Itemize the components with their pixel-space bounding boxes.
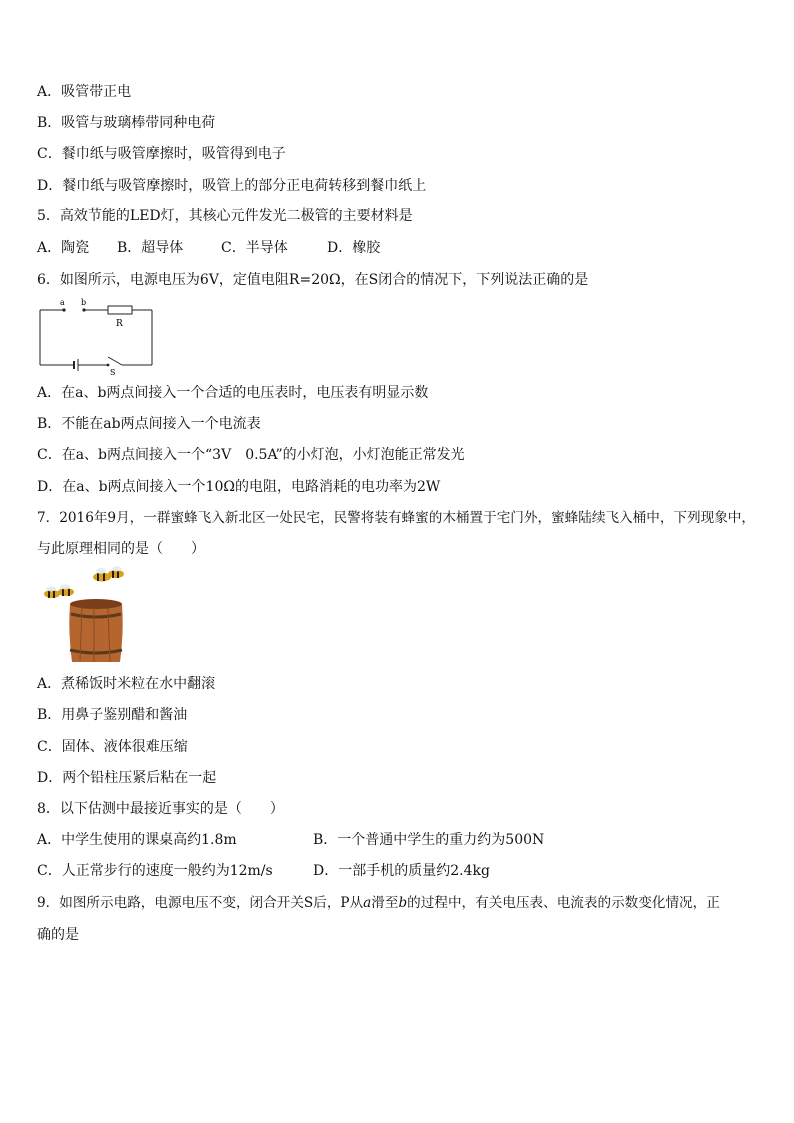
q8-options-row2 <box>37 862 490 880</box>
q5-option-b: B．超导体 <box>117 240 184 256</box>
switch-symbol <box>108 357 122 365</box>
label-r: R <box>116 319 123 329</box>
q5-options <box>37 239 380 257</box>
q8-option-d: D．一部手机的质量约2.4kg <box>313 863 490 879</box>
q4-option-c: C．餐巾纸与吸管摩擦时，吸管得到电子 <box>37 146 286 162</box>
q6-stem: 6．如图所示，电源电压为6V，定值电阻R=20Ω，在S闭合的情况下，下列说法正确的是 <box>37 272 589 288</box>
label-a: a <box>60 298 65 307</box>
q8-option-b: B．一个普通中学生的重力约为500N <box>313 832 545 848</box>
q7-option-b: B．用鼻子鉴别醋和酱油 <box>37 707 188 723</box>
q9-stem-line2: 确的是 <box>37 927 79 943</box>
q9-var-a: a <box>363 895 372 911</box>
q6-option-d: D．在a、b两点间接入一个10Ω的电阻，电路消耗的电功率为2W <box>37 479 441 495</box>
q7-stem-line1: 7．2016年9月，一群蜜蜂飞入新北区一处民宅，民警将装有蜂蜜的木桶置于宅门外，蜜蜂陆续飞入桶中，下列现象中， <box>37 510 755 526</box>
q5-option-c: C．半导体 <box>221 240 288 256</box>
q7-option-c: C．固体、液体很难压缩 <box>37 739 188 755</box>
resistor-symbol <box>108 306 132 314</box>
bee-icon <box>44 587 60 599</box>
q9-stem-line1 <box>37 894 720 912</box>
q5-stem: 5．高效节能的LED灯，其核心元件发光二极管的主要材料是 <box>37 208 413 224</box>
q7-option-d: D．两个铅柱压紧后粘在一起 <box>37 770 217 786</box>
q7-stem-line2: 与此原理相同的是（ ） <box>37 541 205 557</box>
q8-option-a: A．中学生使用的课桌高约1.8m <box>37 832 237 848</box>
q6-option-c: C．在a、b两点间接入一个“3V 0.5A”的小灯泡，小灯泡能正常发光 <box>37 447 465 463</box>
q4-option-a: A．吸管带正电 <box>37 84 132 100</box>
q8-option-c: C．人正常步行的速度一般约为12m/s <box>37 863 273 879</box>
q4-option-d: D．餐巾纸与吸管摩擦时，吸管上的部分正电荷转移到餐巾纸上 <box>37 178 427 194</box>
bee-icon <box>108 567 124 579</box>
bee-icon <box>58 585 74 597</box>
barrel-icon <box>69 599 122 662</box>
q8-options-row1 <box>37 831 544 849</box>
q9-stem-part1: 9．如图所示电路，电源电压不变，闭合开关S后，P从 <box>37 895 364 911</box>
q9-stem-part2: 滑至 <box>371 895 399 911</box>
label-s: S <box>110 368 116 376</box>
q6-circuit-diagram <box>38 298 158 376</box>
q6-option-b: B．不能在ab两点间接入一个电流表 <box>37 416 261 432</box>
q6-option-a: A．在a、b两点间接入一个合适的电压表时，电压表有明显示数 <box>37 385 429 401</box>
terminal-b-dot <box>82 308 85 311</box>
label-b: b <box>81 298 87 307</box>
q7-option-a: A．煮稀饭时米粒在水中翻滚 <box>37 676 216 692</box>
q5-option-d: D．橡胶 <box>327 240 381 256</box>
q9-var-b: b <box>398 895 408 911</box>
q9-stem-part3: 的过程中，有关电压表、电流表的示数变化情况，正 <box>407 895 720 911</box>
bees-barrel-image <box>38 566 130 664</box>
q5-option-a: A．陶瓷 <box>37 240 90 256</box>
q8-stem: 8．以下估测中最接近事实的是（ ） <box>37 801 284 817</box>
terminal-a-dot <box>62 308 65 311</box>
q4-option-b: B．吸管与玻璃棒带同种电荷 <box>37 115 216 131</box>
